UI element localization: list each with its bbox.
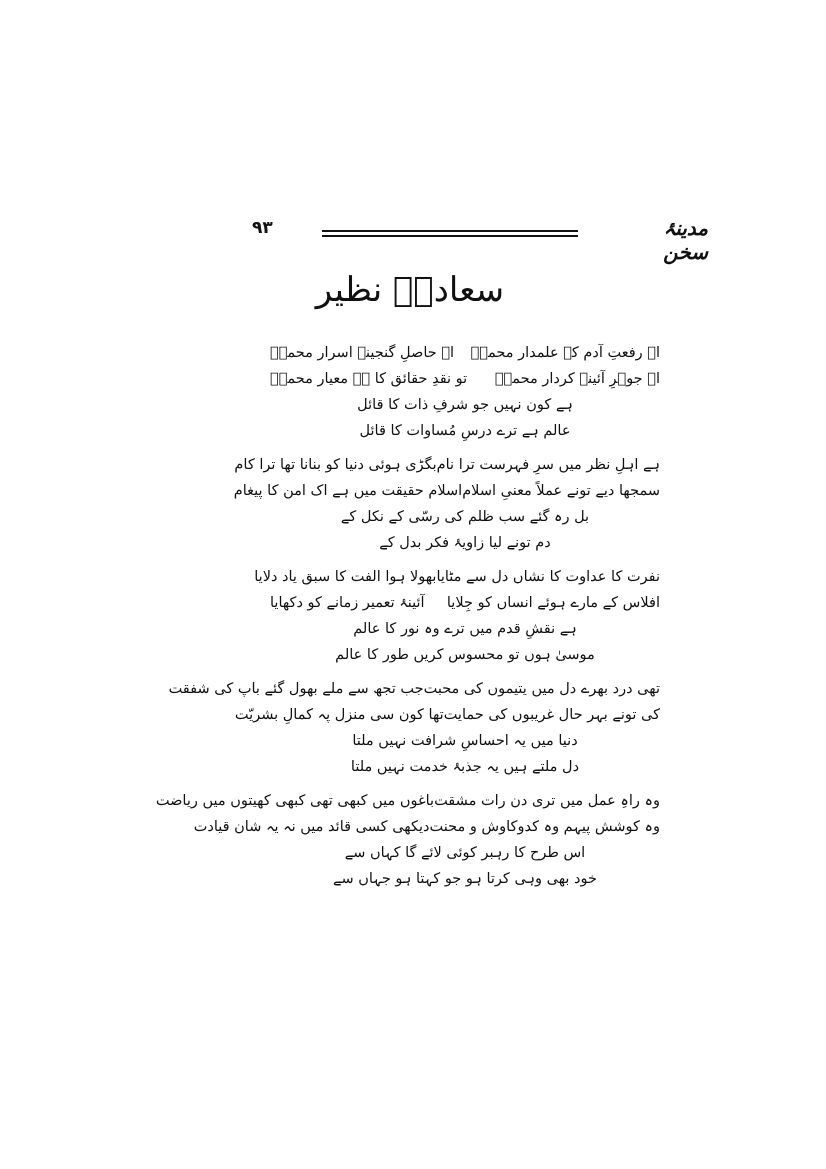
hemistich-right: اے جوہرِ آئینۂ کردار محمدؐ: [494, 371, 660, 387]
poem-body: [155, 340, 660, 892]
verse-line: [254, 564, 660, 590]
verse-line: [270, 340, 660, 366]
verse-line: دل ملتے ہیں یہ جذبۂ خدمت نہیں ملتا: [350, 759, 580, 775]
verse-line: عالم ہے ترے درسِ مُساوات کا قائل: [359, 423, 571, 439]
hemistich-left: تو نقدِ حقائق کا ہے معیار محمدؐ: [270, 371, 468, 387]
hemistich-right: افلاس کے مارے ہوئے انساں کو جِلایا: [446, 595, 660, 611]
verse-line: [155, 788, 660, 814]
verse-line: [168, 676, 660, 702]
hemistich-left: بھولا ہوا الفت کا سبق یاد دلایا: [254, 569, 437, 585]
verse-line: موسیٰ ہوں تو محسوس کریں طور کا عالم: [335, 647, 595, 663]
verse-line: خود بھی وہی کرتا ہو جو کہتا ہو جہاں سے: [333, 871, 597, 887]
hemistich-right: سمجھا دیے تونے عملاً معنیِ اسلام: [462, 483, 660, 499]
header-rule-top: [322, 230, 578, 232]
poem-title: سعادتؔ نظیر: [315, 270, 505, 310]
hemistich-right: وہ کوشش پیہم وہ کدوکاوش و محنت: [429, 819, 660, 835]
verse-line: دنیا میں یہ احساسِ شرافت نہیں ملتا: [352, 733, 578, 749]
verse-line: اس طرح کا رہبر کوئی لائے گا کہاں سے: [344, 845, 586, 861]
verse-line: [270, 366, 660, 392]
hemistich-right: اے رفعتِ آدم کے علمدار محمدؐ: [470, 345, 660, 361]
verse-line: بل رہ گئے سب ظلم کی رسّی کے نکل کے: [340, 509, 590, 525]
hemistich-right: نفرت کا عداوت کا نشاں دل سے مٹایا: [436, 569, 660, 585]
hemistich-right: تھی درد بھرے دل میں یتیموں کی محبت: [423, 681, 660, 697]
verse-line: [233, 478, 660, 504]
verse-line: [270, 590, 660, 616]
hemistich-left: اسلام حقیقت میں ہے اک امن کا پیغام: [233, 483, 463, 499]
verse-line: دم تونے لیا زاویۂ فکر بدل کے: [379, 535, 551, 551]
verse-line: [193, 814, 660, 840]
verse-line: ہے نقشِ قدم میں ترے وہ نور کا عالم: [353, 621, 577, 637]
hemistich-right: کی تونے بہر حال غریبوں کی حمایت: [443, 707, 660, 723]
hemistich-left: تھا کون سی منزل پہ کمالِ بشریّت: [234, 707, 444, 723]
hemistich-left: اے حاصلِ گنجینۂ اسرار محمدؐ: [270, 345, 455, 361]
verse-line: ہے کون نہیں جو شرفِ ذات کا قائل: [357, 397, 573, 413]
hemistich-left: آئینۂ تعمیر زمانے کو دکھایا: [270, 595, 425, 611]
hemistich-left: باغوں میں کبھی تھی کبھی کھیتوں میں ریاضت: [155, 793, 435, 809]
running-header-title: مدینۂ سخن: [663, 216, 708, 264]
hemistich-left: بگڑی ہوئی دنیا کو بنانا تھا ترا کام: [234, 457, 437, 473]
header-rule-bottom: [322, 235, 578, 237]
hemistich-right: وہ راہِ عمل میں تری دن رات مشقت: [434, 793, 660, 809]
verse-line: [234, 702, 660, 728]
page-number: ۹۳: [252, 218, 273, 238]
hemistich-right: ہے اہلِ نظر میں سرِ فہرست ترا نام: [436, 457, 660, 473]
verse-line: [234, 452, 660, 478]
hemistich-left: جب تجھ سے ملے بھول گئے باپ کی شفقت: [168, 681, 424, 697]
hemistich-left: دیکھی کسی قائد میں نہ یہ شان قیادت: [193, 819, 430, 835]
